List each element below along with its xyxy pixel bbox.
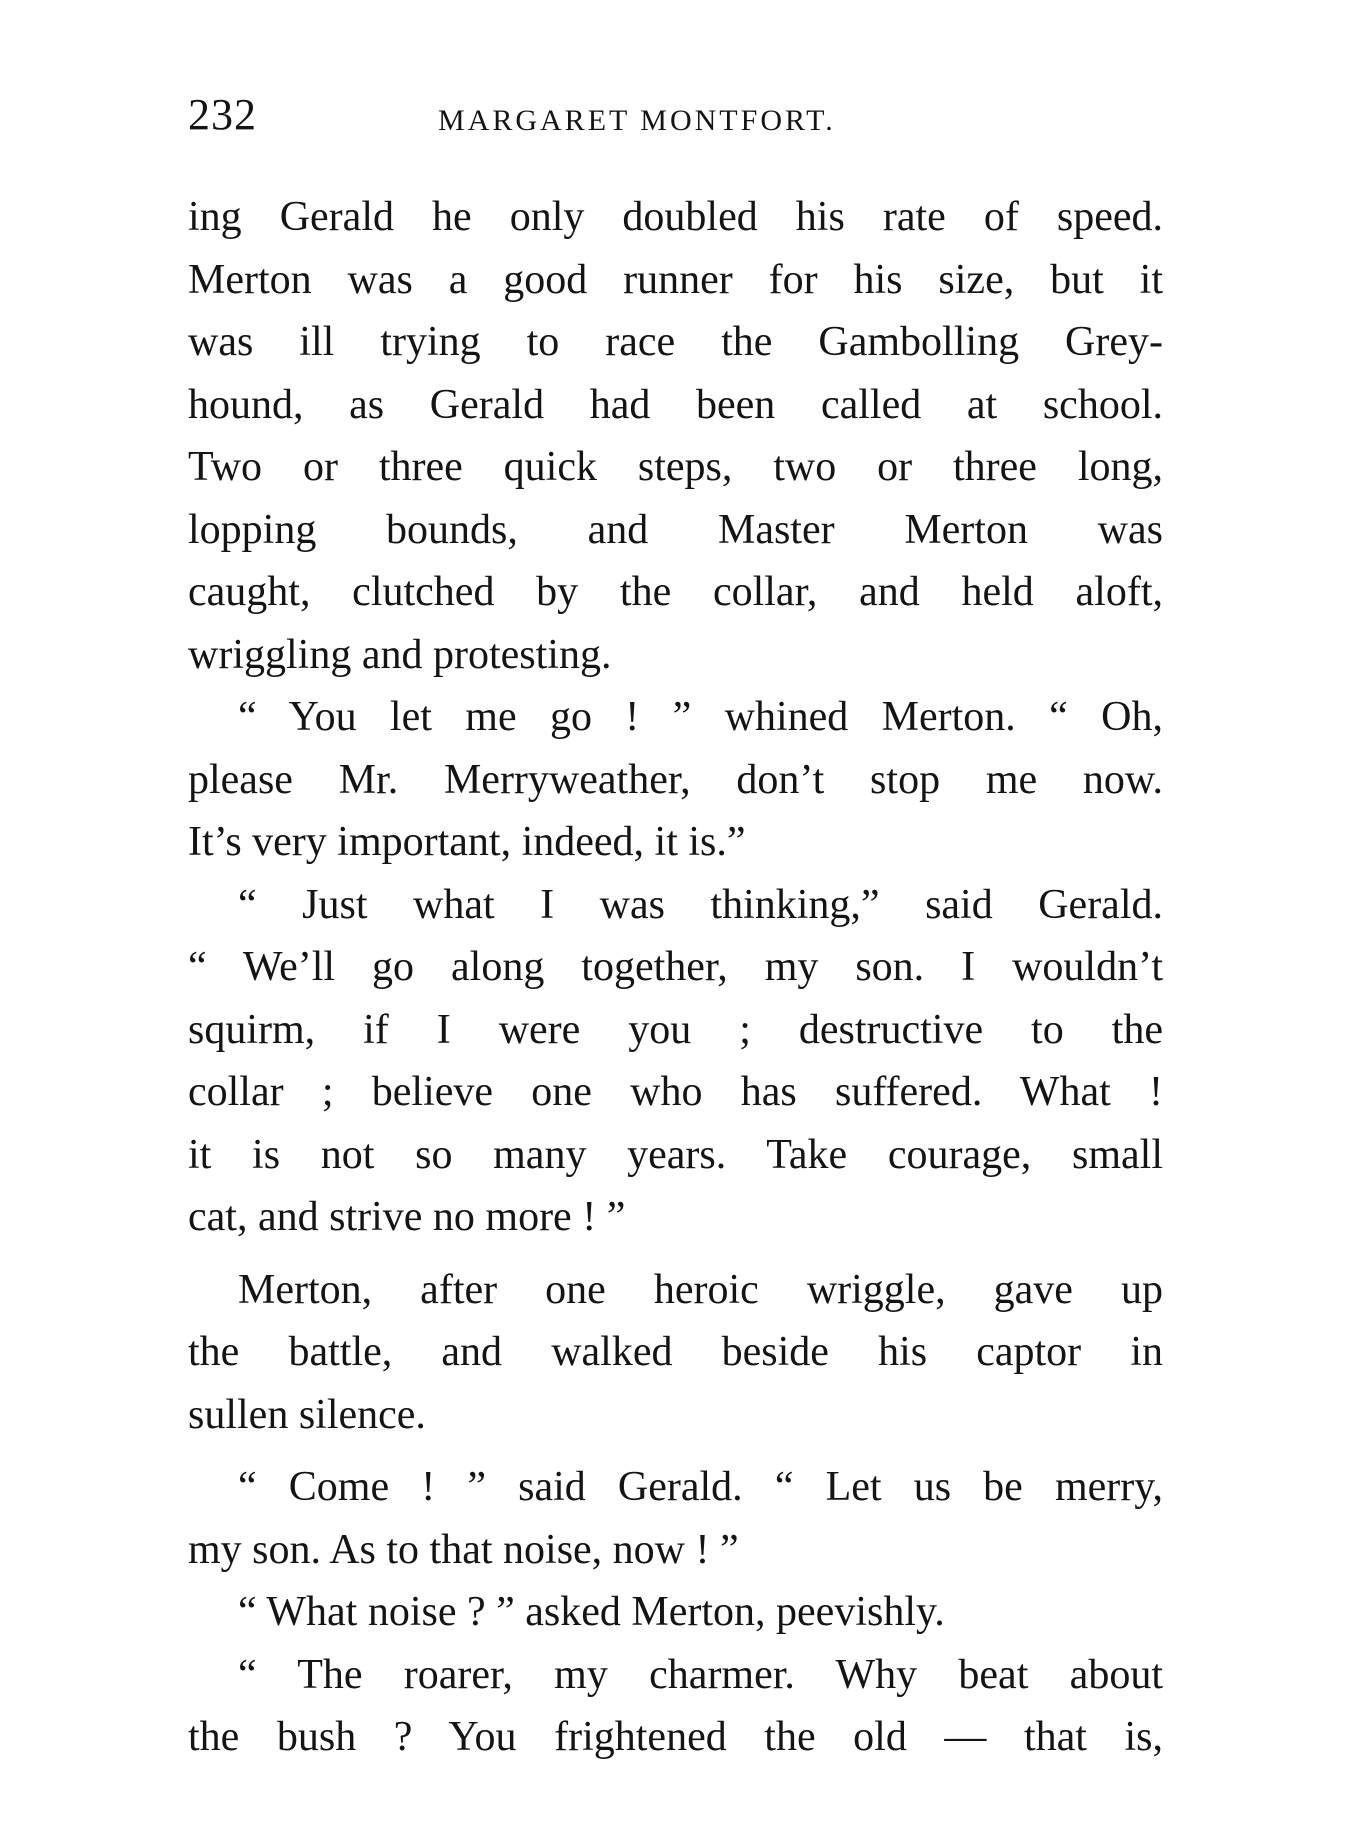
text-line: Two or three quick steps, two or three long,	[188, 444, 1163, 490]
running-title: MARGARET MONTFORT.	[438, 104, 836, 137]
text-line: “ Just what I was thinking,” said Gerald.	[238, 881, 1163, 928]
text-line: ing Gerald he only doubled his rate of speed.	[188, 194, 1163, 240]
text-line: the battle, and walked beside his captor in	[188, 1329, 1163, 1375]
text-line: “ The roarer, my charmer. Why beat about	[238, 1651, 1163, 1698]
text-line: collar ; believe one who has suffered. What !	[188, 1069, 1163, 1115]
text-line: sullen silence.	[188, 1391, 426, 1438]
text-line: “ Come ! ” said Gerald. “ Let us be merry,	[238, 1464, 1163, 1510]
text-line: “ You let me go ! ” whined Merton. “ Oh,	[238, 694, 1163, 740]
paragraph-gap	[188, 1446, 1163, 1456]
text-line: lopping bounds, and Master Merton was	[188, 506, 1163, 553]
text-line: the bush ? You frightened the old — that is,	[188, 1714, 1163, 1760]
text-line: hound, as Gerald had been called at school.	[188, 381, 1163, 428]
text-line: “ What noise ? ” asked Merton, peevishly.	[238, 1589, 945, 1635]
text-line: please Mr. Merryweather, don’t stop me now.	[188, 756, 1163, 803]
text-line: squirm, if I were you ; destructive to the	[188, 1006, 1163, 1053]
text-line: “ We’ll go along together, my son. I wouldn’t	[188, 944, 1163, 990]
text-line: it is not so many years. Take courage, small	[188, 1131, 1163, 1178]
text-line: wriggling and protesting.	[188, 631, 612, 678]
paragraph-gap	[188, 1249, 1163, 1259]
text-line: was ill trying to race the Gambolling Grey-	[188, 319, 1163, 365]
running-head	[188, 90, 1168, 150]
text-line: my son. As to that noise, now ! ”	[188, 1526, 739, 1573]
text-line: cat, and strive no more ! ”	[188, 1194, 626, 1240]
text-line: Merton, after one heroic wriggle, gave up	[238, 1266, 1163, 1313]
body-text	[188, 186, 1163, 1769]
text-line: caught, clutched by the collar, and held aloft,	[188, 569, 1163, 615]
text-line: Merton was a good runner for his size, but it	[188, 256, 1163, 303]
page-number: 232	[188, 90, 257, 139]
text-line: It’s very important, indeed, it is.”	[188, 819, 746, 865]
